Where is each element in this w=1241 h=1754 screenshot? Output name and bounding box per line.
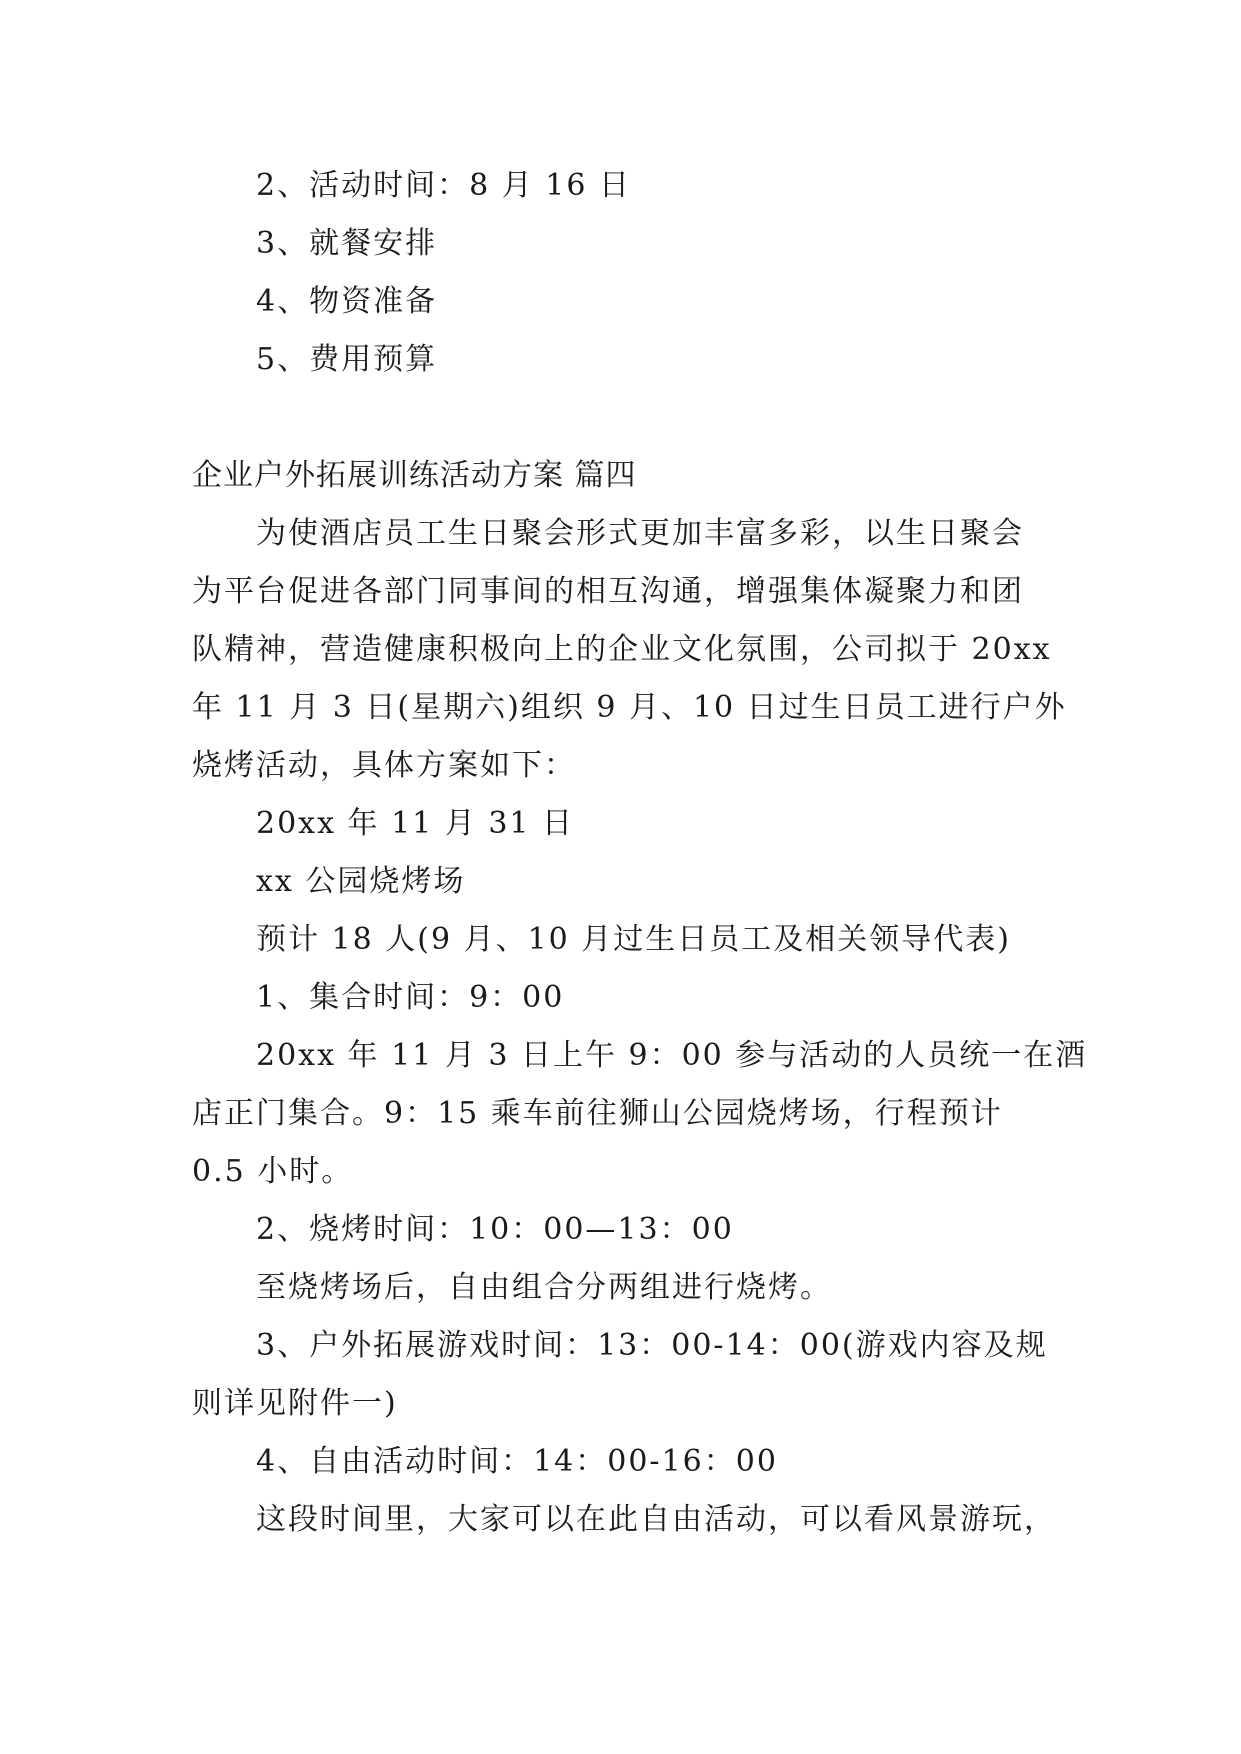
paragraph-line: 烧烤活动，具体方案如下： (192, 748, 576, 783)
list-item: 3、就餐安排 (256, 226, 438, 261)
paragraph-line: 这段时间里，大家可以在此自由活动，可以看风景游玩， (256, 1502, 1056, 1537)
paragraph-line: 年 11 月 3 日(星期六)组织 9 月、10 日过生日员工进行户外 (192, 690, 1067, 725)
paragraph-line: 为使酒店员工生日聚会形式更加丰富多彩，以生日聚会 (256, 516, 1024, 551)
item-title: 4、自由活动时间：14：00-16：00 (256, 1444, 778, 1479)
people-line: 预计 18 人(9 月、10 月过生日员工及相关领导代表) (256, 922, 1011, 957)
paragraph-line: 0.5 小时。 (192, 1154, 354, 1189)
paragraph-line: 为平台促进各部门同事间的相互沟通，增强集体凝聚力和团 (192, 574, 1024, 609)
paragraph-line: 队精神，营造健康积极向上的企业文化氛围，公司拟于 20xx (192, 632, 1052, 667)
item-title: 2、烧烤时间：10：00—13：00 (256, 1212, 734, 1247)
section-title: 企业户外拓展训练活动方案 篇四 (192, 458, 637, 493)
paragraph-line: 则详见附件一) (192, 1386, 398, 1421)
item-title: 3、户外拓展游戏时间：13：00-14：00(游戏内容及规 (256, 1328, 1048, 1363)
list-item: 2、活动时间：8 月 16 日 (256, 168, 631, 203)
list-item: 5、费用预算 (256, 342, 438, 377)
item-title: 1、集合时间：9：00 (256, 980, 565, 1015)
date-line: 20xx 年 11 月 31 日 (256, 806, 575, 841)
paragraph-line: 至烧烤场后，自由组合分两组进行烧烤。 (256, 1270, 832, 1305)
paragraph-line: 20xx 年 11 月 3 日上午 9：00 参与活动的人员统一在酒 (256, 1038, 1088, 1073)
list-item: 4、物资准备 (256, 284, 438, 319)
place-line: xx 公园烧烤场 (256, 864, 466, 899)
paragraph-line: 店正门集合。9：15 乘车前往狮山公园烧烤场，行程预计 (192, 1096, 1003, 1131)
